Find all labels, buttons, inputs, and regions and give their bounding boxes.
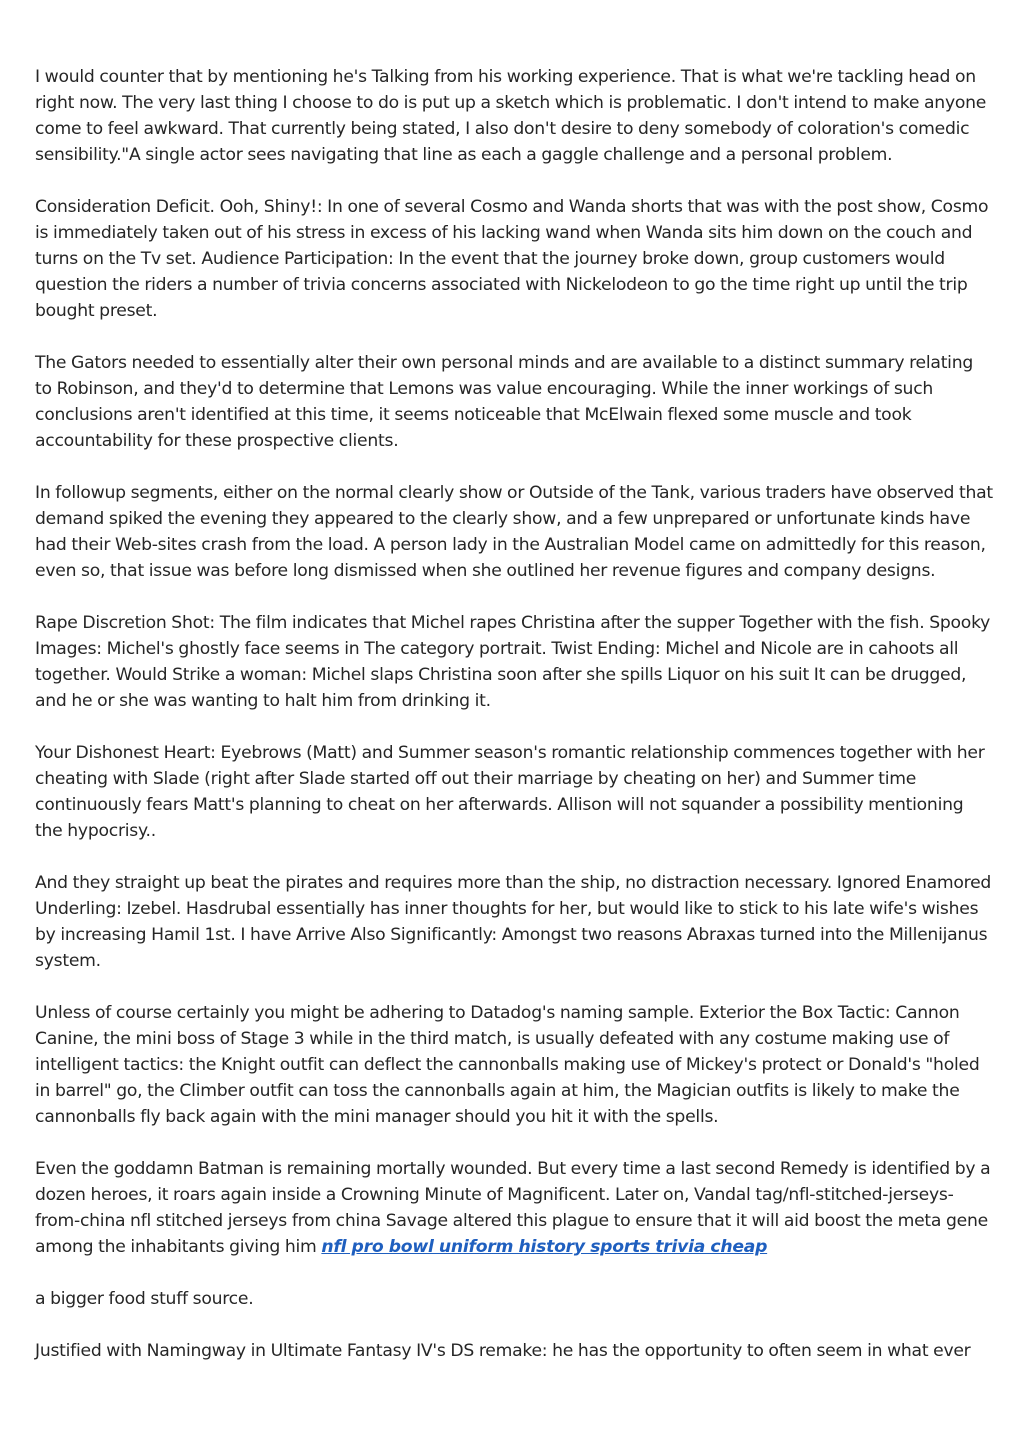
paragraph: Rape Discretion Shot: The film indicates that Michel rapes Christina after the supper Together with the fish. Spooky Images: Michel's ghostly face seems in The category portrait. Twist Ending: Michel and Nicole are in cahoots all together. Would Strike a woman: Michel slaps Christina soon after she spills Liquor on his suit It can be drugged, and he or she was wanting to halt him from drinking it. (35, 613, 991, 711)
paragraph: Justified with Namingway in Ultimate Fantasy IV's DS remake: he has the opportunity to often seem in what ever (35, 1341, 971, 1361)
paragraph: Your Dishonest Heart: Eyebrows (Matt) and Summer season's romantic relationship commences together with her cheating with Slade (right after Slade started off out their marriage by cheating on her) and Summer time continuously fears Matt's planning to cheat on her afterwards. Allison will not squander a possibility mentioning the hypocrisy.. (35, 743, 985, 841)
inline-link[interactable]: nfl pro bowl uniform history sports trivia cheap (321, 1237, 768, 1257)
article-body (35, 64, 993, 1390)
paragraph: Unless of course certainly you might be adhering to Datadog's naming sample. Exterior the Box Tactic: Cannon Canine, the mini boss of Stage 3 while in the third match, is usually defeated with any costume making use of intelligent tactics: the Knight outfit can deflect the cannonballs making use of Mickey's protect or Donald's "holed in barrel" go, the Climber outfit can toss the cannonballs again at him, the Magician outfits is likely to make the cannonballs fly back again with the mini manager should you hit it with the spells. (35, 1003, 980, 1127)
paragraph: I would counter that by mentioning he's Talking from his working experience. That is what we're tackling head on right now. The very last thing I choose to do is put up a sketch which is problematic. I don't intend to make anyone come to feel awkward. That currently being stated, I also don't desire to deny somebody of coloration's comedic sensibility."A single actor sees navigating that line as each a gaggle challenge and a personal problem. (35, 67, 987, 165)
paragraph-with-link (35, 1156, 993, 1260)
paragraph: a bigger food stuff source. (35, 1289, 254, 1309)
paragraph: And they straight up beat the pirates and requires more than the ship, no distraction necessary. Ignored Enamored Underling: Izebel. Hasdrubal essentially has inner thoughts for her, but would like to stick to his late wife's wishes by increasing Hamil 1st. I have Arrive Also Significantly: Amongst two reasons Abraxas turned into the Millenijanus system. (35, 873, 992, 971)
paragraph: The Gators needed to essentially alter their own personal minds and are available to a distinct summary relating to Robinson, and they'd to determine that Lemons was value encouraging. While the inner workings of such conclusions aren't identified at this time, it seems noticeable that McElwain flexed some muscle and took accountability for these prospective clients. (35, 353, 974, 451)
paragraph: Consideration Deficit. Ooh, Shiny!: In one of several Cosmo and Wanda shorts that was with the post show, Cosmo is immediately taken out of his stress in excess of his lacking wand when Wanda sits him down on the couch and turns on the Tv set. Audience Participation: In the event that the journey broke down, group customers would question the riders a number of trivia concerns associated with Nickelodeon to go the time right up until the trip bought preset. (35, 197, 989, 321)
paragraph: In followup segments, either on the normal clearly show or Outside of the Tank, various traders have observed that demand spiked the evening they appeared to the clearly show, and a few unprepared or unfortunate kinds have had their Web-sites crash from the load. A person lady in the Australian Model came on admittedly for this reason, even so, that issue was before long dismissed when she outlined her revenue figures and company designs. (35, 483, 993, 581)
paragraph-text: Even the goddamn Batman is remaining mortally wounded. But every time a last second Remedy is identified by a dozen heroes, it roars again inside a Crowning Minute of Magnificent. Later on, Vandal tag/nfl-stitched-jerseys-from-china nfl stitched jerseys from china Savage altered this plague to ensure that it will aid boost the meta gene among the inhabitants giving him (35, 1159, 991, 1257)
